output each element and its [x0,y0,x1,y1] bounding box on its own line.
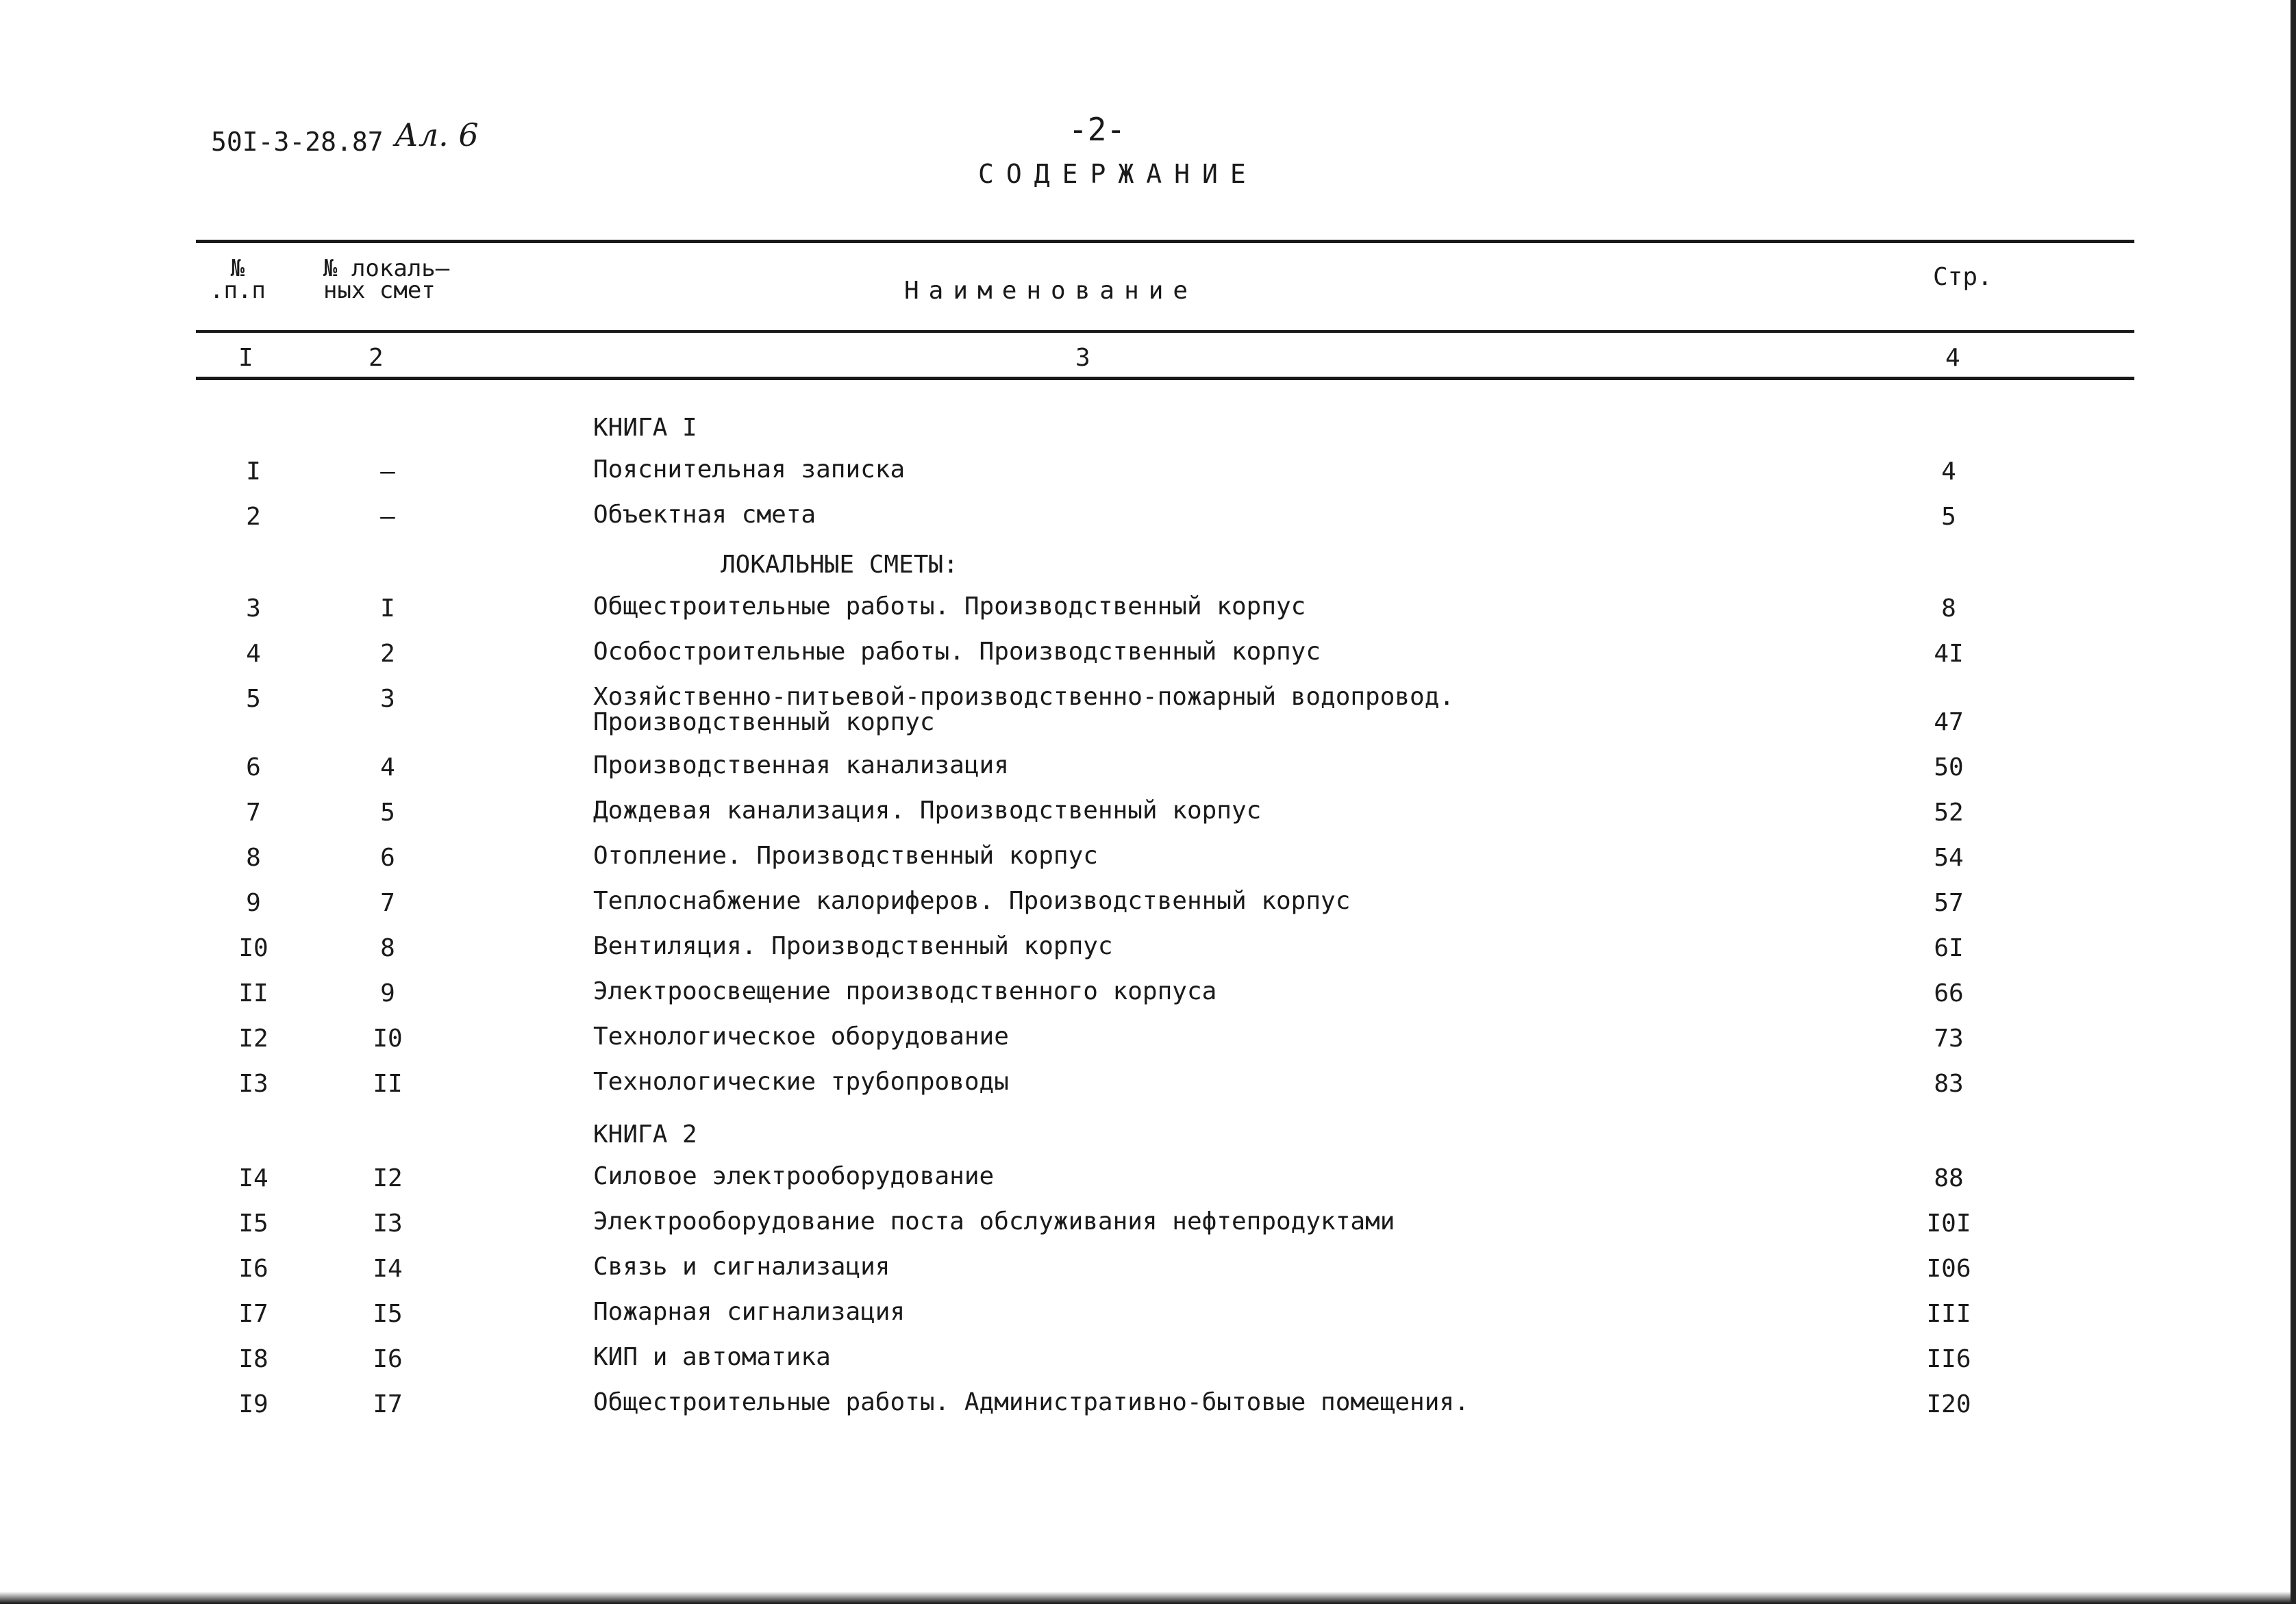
row-page: 50 [1934,753,1964,781]
row-number: I [246,458,261,486]
section-heading-local-estimates: ЛОКАЛЬНЫЕ СМЕТЫ: [721,551,958,579]
header-separator-rule [196,330,2134,333]
table-row [0,799,2296,844]
row-number: 9 [246,889,261,917]
row-name: Электрооборудование поста обслуживания нефтепродуктами [593,1207,1395,1236]
row-page: I20 [1926,1390,1971,1418]
row-local-estimate: – [380,503,395,531]
row-name: Электроосвещение производственного корпуса [593,977,1217,1005]
row-name: Отопление. Производственный корпус [593,842,1098,870]
row-name: Общестроительные работы. Производственный корпус [593,592,1306,621]
row-local-estimate: 3 [380,685,395,713]
row-name: Объектная смета [593,501,816,529]
row-local-estimate: I5 [373,1300,403,1328]
section-heading-book2: КНИГА 2 [593,1120,697,1149]
table-row [0,1255,2296,1300]
table-row [0,979,2296,1025]
row-page: 73 [1934,1025,1964,1053]
column-numbers-rule [196,377,2134,380]
row-name: Дождевая канализация. Производственный корпус [593,797,1262,825]
table-row [0,640,2296,685]
column-header-page: Стр. [1933,263,1993,291]
row-name: Силовое электрооборудование [593,1162,995,1190]
table-row [0,1390,2296,1436]
column-header-number-label: № .п.п [210,255,266,304]
row-local-estimate: I7 [373,1390,403,1418]
sheet-mark: Ал. 6 [395,116,479,153]
row-local-estimate: – [380,458,395,486]
row-local-estimate: II [373,1070,403,1098]
row-page: 8 [1941,594,1956,623]
row-number: I0 [238,934,269,962]
row-name: Пояснительная записка [593,455,906,484]
column-header-name: Наименование [904,277,1198,305]
row-local-estimate: I6 [373,1345,403,1373]
row-local-estimate: 8 [380,934,395,962]
row-number: 2 [246,503,261,531]
table-top-rule [196,240,2134,243]
row-number: I3 [238,1070,269,1098]
row-page: 4 [1941,458,1956,486]
section-heading-book1: КНИГА I [593,414,697,442]
table-row [0,889,2296,934]
table-row [0,1345,2296,1390]
row-page: 83 [1934,1070,1964,1098]
row-page: I0I [1926,1210,1971,1238]
table-row [0,1070,2296,1115]
row-name: Производственная канализация [593,751,1009,779]
row-page: II6 [1926,1345,1971,1373]
table-row [0,1164,2296,1210]
row-local-estimate: 6 [380,844,395,872]
column-header-number [210,255,266,304]
table-row [0,455,2296,503]
table-row [0,1300,2296,1345]
row-name-continuation: Производственный корпус [593,708,935,736]
row-number: I9 [238,1390,269,1418]
row-name: Вентиляция. Производственный корпус [593,932,1113,960]
row-number: 7 [246,799,261,827]
table-row [0,1025,2296,1070]
row-name: КИП и автоматика [593,1343,831,1371]
row-name: Технологические трубопроводы [593,1068,1009,1096]
row-page: I06 [1926,1255,1971,1283]
scan-right-edge [2291,0,2296,1604]
row-name: Хозяйственно-питьевой-производственно-пожарный водопровод. [593,683,1455,711]
row-local-estimate: 4 [380,753,395,781]
table-row [0,1207,2296,1255]
column-number-1: I [238,344,253,372]
row-name: Особостроительные работы. Производственный корпус [593,638,1321,666]
row-number: 3 [246,594,261,623]
row-page: 5 [1941,503,1956,531]
row-page: 6I [1934,934,1964,962]
row-local-estimate: 7 [380,889,395,917]
document-code: 50I-3-28.87 [211,127,384,157]
row-local-estimate: I3 [373,1210,403,1238]
page-title: СОДЕРЖАНИЕ [978,159,1258,189]
row-number: I4 [238,1164,269,1192]
page-number: -2- [1069,111,1126,148]
row-local-estimate: I4 [373,1255,403,1283]
table-row [0,753,2296,799]
row-number: 5 [246,685,261,713]
row-page: 4I [1934,640,1964,668]
table-row [0,844,2296,889]
row-number: I2 [238,1025,269,1053]
table-row [0,685,2296,753]
row-page: 57 [1934,889,1964,917]
row-number: I8 [238,1345,269,1373]
row-page: 88 [1934,1164,1964,1192]
column-number-3: 3 [1075,344,1090,372]
table-row [0,503,2296,548]
row-number: I6 [238,1255,269,1283]
column-number-2: 2 [369,344,384,372]
table-row [0,594,2296,640]
row-number: I7 [238,1300,269,1328]
column-number-4: 4 [1945,344,1960,372]
row-page: 54 [1934,844,1964,872]
row-page: III [1926,1300,1971,1328]
table-row [0,934,2296,979]
row-number: II [238,979,269,1007]
row-local-estimate: 2 [380,640,395,668]
row-local-estimate: I0 [373,1025,403,1053]
row-local-estimate: 9 [380,979,395,1007]
row-number: 8 [246,844,261,872]
row-local-estimate: I [380,594,395,623]
row-number: 6 [246,753,261,781]
row-number: 4 [246,640,261,668]
row-page: 47 [1934,708,1964,736]
row-name: Пожарная сигнализация [593,1298,906,1326]
row-local-estimate: I2 [373,1164,403,1192]
scan-bottom-edge [0,1586,2296,1604]
column-header-local-estimate: № локаль– ных смет [323,255,450,304]
row-page: 52 [1934,799,1964,827]
row-name: Общестроительные работы. Административно-бытовые помещения. [593,1388,1469,1416]
row-page: 66 [1934,979,1964,1007]
row-name: Технологическое оборудование [593,1023,1009,1051]
row-local-estimate: 5 [380,799,395,827]
row-name: Связь и сигнализация [593,1253,890,1281]
row-number: I5 [238,1210,269,1238]
row-name: Теплоснабжение калориферов. Производственный корпус [593,887,1351,915]
